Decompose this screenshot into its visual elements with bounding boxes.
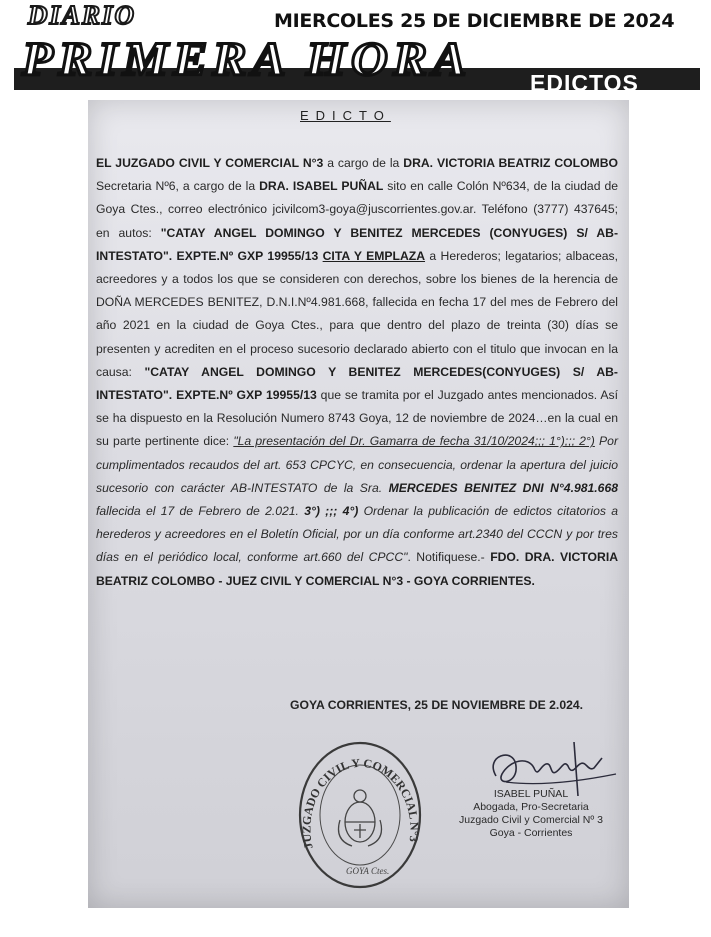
court-name: EL JUZGADO CIVIL Y COMERCIAL N°3: [96, 156, 324, 170]
document-heading: EDICTO: [300, 108, 391, 123]
edict-document: [88, 100, 629, 908]
signer-court: Juzgado Civil y Comercial Nº 3: [459, 814, 603, 826]
edict-body: [96, 152, 618, 593]
text-run: Secretaria Nº6, a cargo de la: [96, 179, 260, 194]
text-run: . Notifiquese.-: [407, 550, 491, 565]
judge-name: DRA. VICTORIA BEATRIZ COLOMBO: [403, 156, 618, 170]
case-title-repeat: "CATAY ANGEL DOMINGO Y BENITEZ MERCEDES(CONYUGES) S/ AB-INTESTATO". EXPTE.Nº GXP 19955/13: [96, 364, 618, 403]
coat-of-arms-icon: [339, 790, 382, 846]
place-date: GOYA CORRIENTES, 25 DE NOVIEMBRE DE 2.024.: [290, 698, 584, 712]
signer-role: Abogada, Pro-Secretaria: [473, 801, 589, 813]
court-seal: [296, 740, 424, 890]
deceased-name: MERCEDES BENITEZ DNI N°4.981.668: [388, 480, 619, 495]
text-run: a Herederos; legatarios; albaceas, acreedores y a todos los que se consideren con derechos, sobre los bienes de la herencia de DOÑA MERCEDES BENITEZ, D.N.I.Nº4.981.668, fallecida en fecha 17 del mes de Febrero del año 2021 en la ciudad de Goya Ctes., para que dentro del plazo de treinta (30) días se presenten y acrediten en el proceso sucesorio declarado abierto con el titulo que invocan en la causa:: [96, 248, 618, 379]
signer-city: Goya - Corrientes: [489, 827, 573, 839]
text-run: a cargo de la: [323, 156, 404, 170]
quoted-text: fallecida el 17 de Febrero de 2.021.: [96, 504, 305, 519]
signature-block: [431, 788, 629, 840]
case-title: "CATAY ANGEL DOMINGO Y BENITEZ MERCEDES (CONYUGES) S/ AB-INTESTATO". EXPTE.Nº GXP 19955/13: [96, 225, 619, 263]
brand-top: DIARIO: [28, 0, 137, 30]
section-label: EDICTOS: [530, 70, 639, 96]
secretary-name: DRA. ISABEL PUÑAL: [259, 179, 384, 194]
brand-title: PRIMERA HORA: [22, 33, 472, 86]
text-run: sito en calle Colón Nº634, de la ciudad de Goya Ctes., correo electrónico jcivilcom3-goya@juscorrientes.gov.ar. Teléfono (3777) 437645; en autos:: [96, 179, 619, 240]
masthead: [0, 0, 711, 96]
text-run: que se tramita por el Juzgado antes mencionados. Así se ha dispuesto en la Resolución Numero 8743 Goya, 12 de noviembre de 2024…en la cual en su parte pertinente dice:: [96, 388, 618, 449]
summons-label: CITA Y EMPLAZA: [322, 248, 426, 263]
quoted-items: 3°) ;;; 4°): [304, 504, 359, 519]
quoted-resolution: "La presentación del Dr. Gamarra de fecha 31/10/2024;;; 1°);;; 2°): [233, 434, 595, 449]
quoted-text: Por cumplimentados recaudos del art. 653 CPCYC, en consecuencia, ordenar la apertura del juicio sucesorio con carácter AB-INTESTATO de la Sra.: [96, 434, 619, 495]
seal-city: GOYA Ctes.: [346, 866, 390, 876]
seal-text: JUZGADO CIVIL Y COMERCIAL N°3: [299, 755, 422, 851]
quoted-text: Ordenar la publicación de edictos citatorios a herederos y acreedores en el Boletín Oficial, por un día conforme art.2340 del CCCN y por tres días en el periódico local, conforme art.660 del CPCC": [96, 504, 618, 565]
signature-line: FDO. DRA. VICTORIA BEATRIZ COLOMBO - JUEZ CIVIL Y COMERCIAL N°3 - GOYA CORRIENTES.: [96, 550, 619, 588]
publication-date: MIERCOLES 25 DE DICIEMBRE DE 2024: [274, 10, 675, 32]
signer-name: ISABEL PUÑAL: [493, 788, 569, 800]
